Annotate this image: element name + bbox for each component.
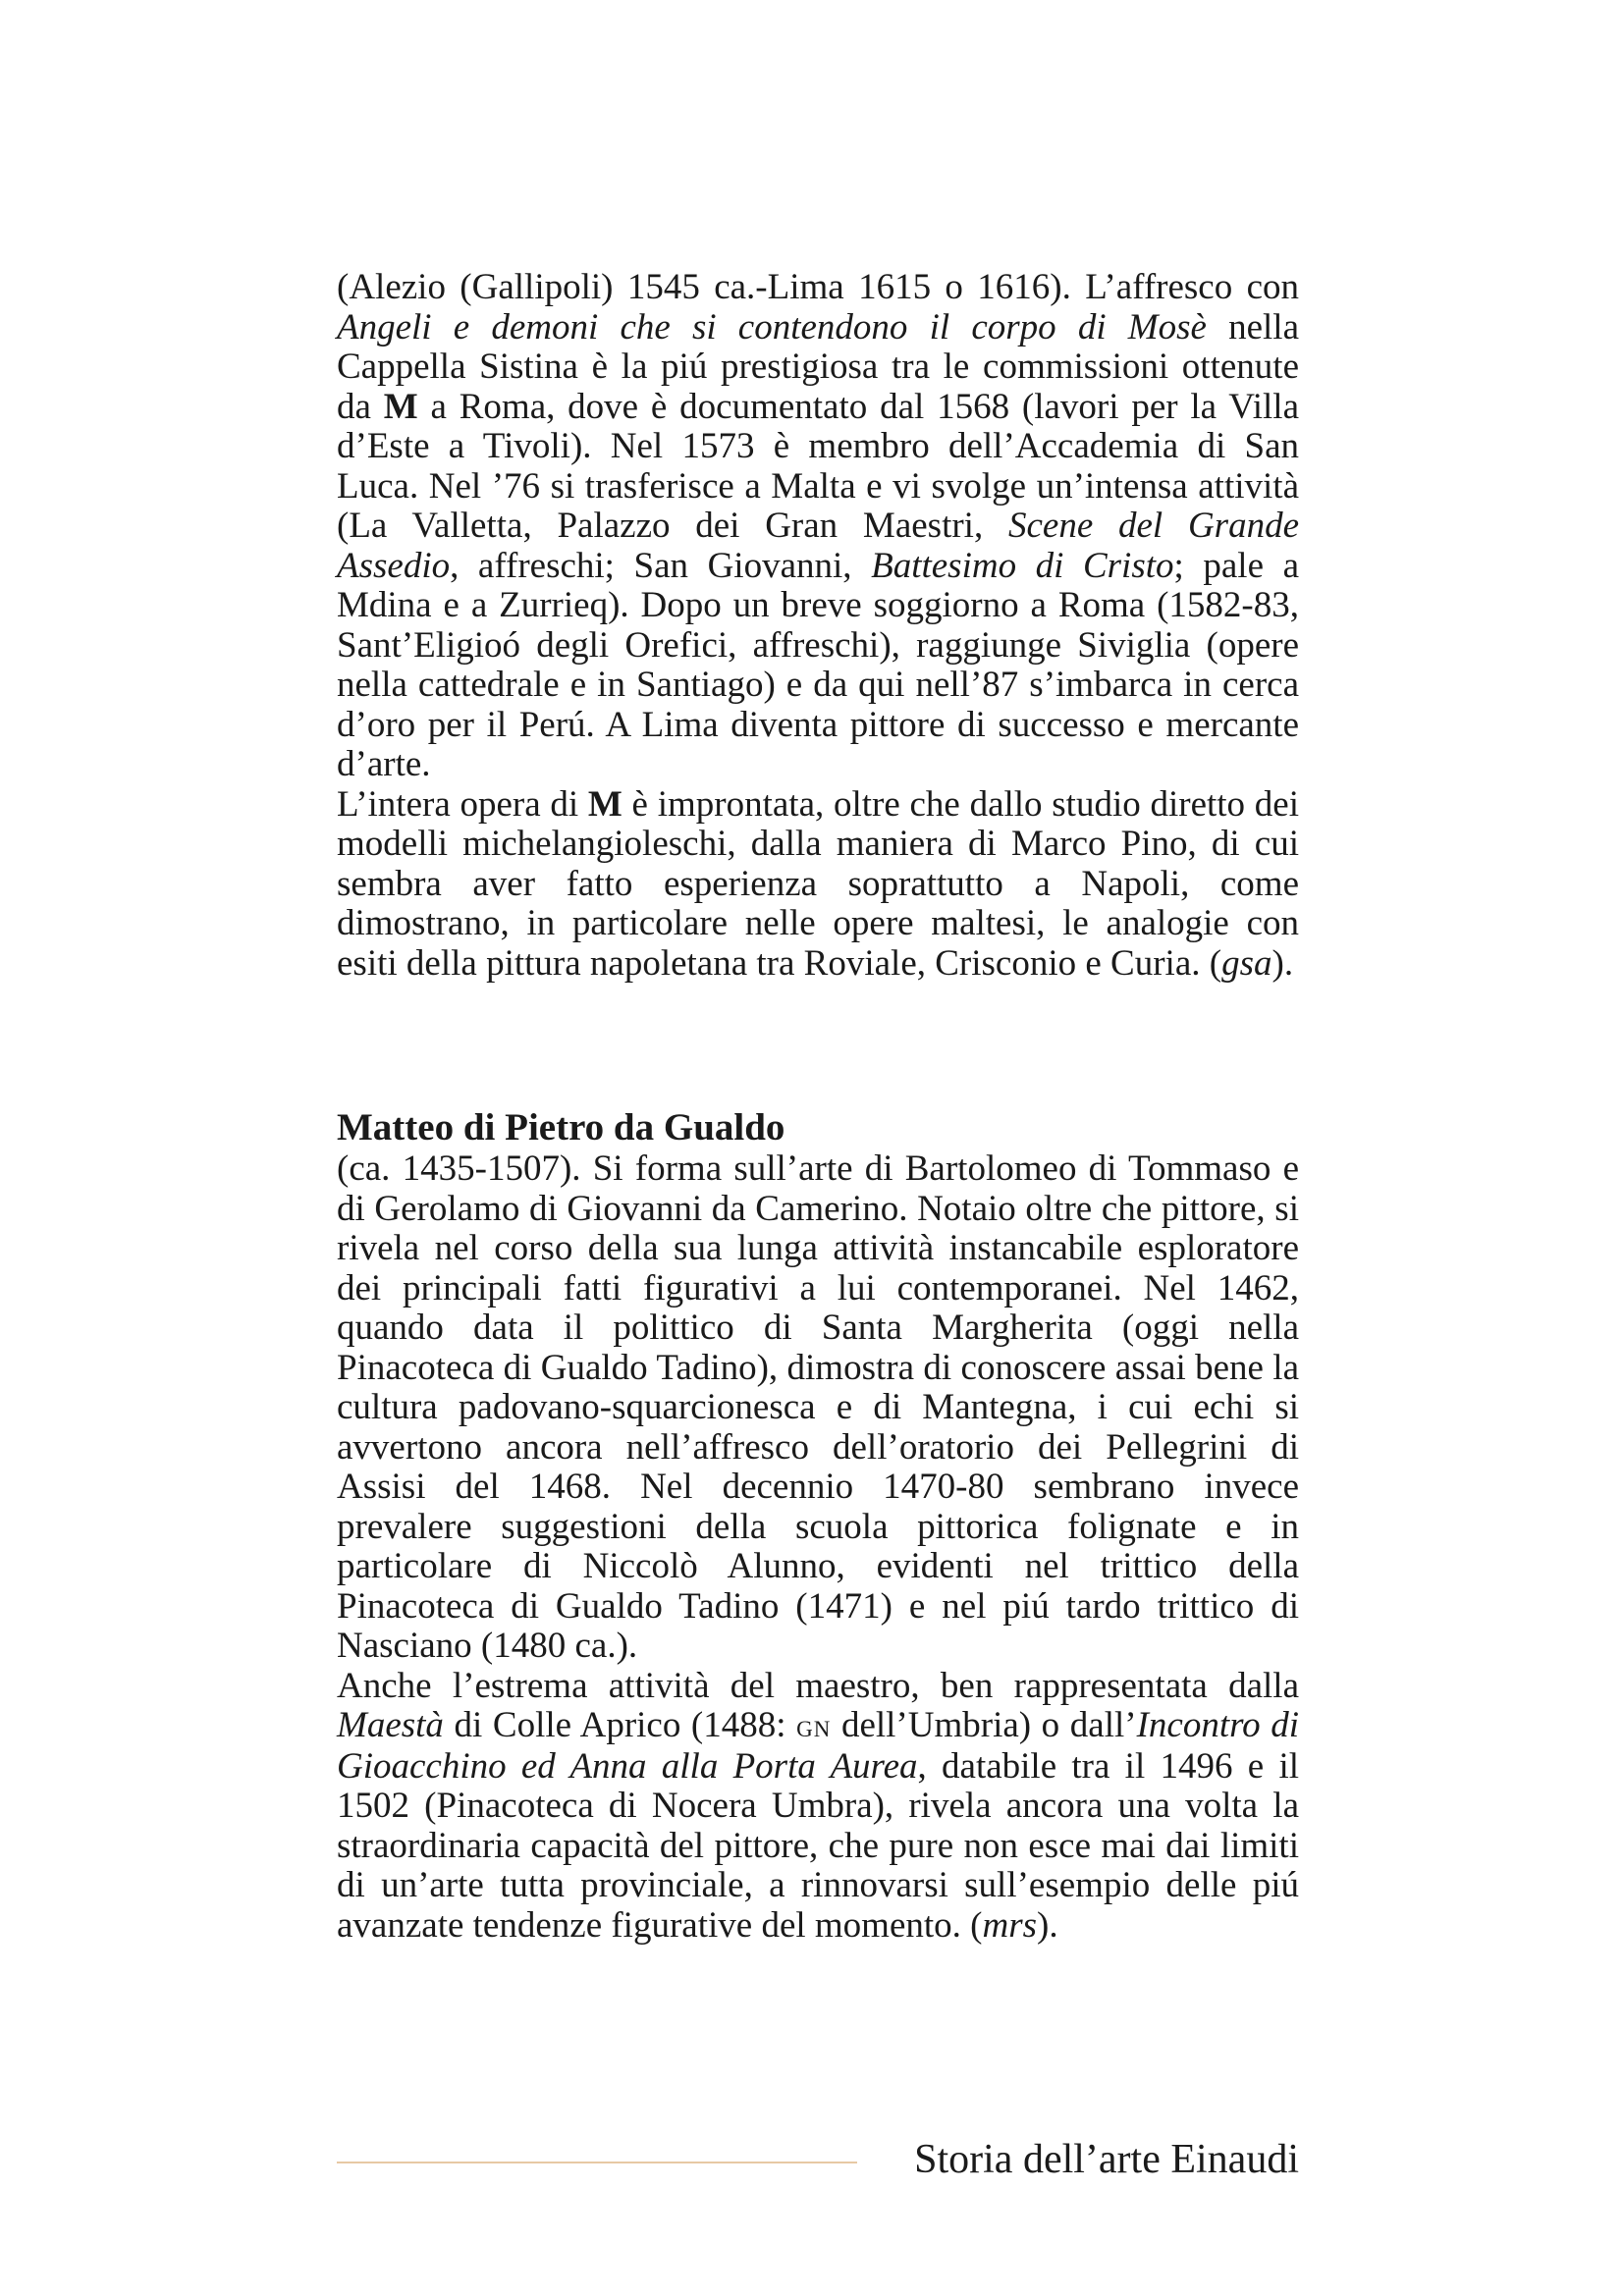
text-run: Incontro di Gioacchino ed Anna alla Porta Aurea xyxy=(337,1705,1299,1787)
text-run: , databile tra il 1496 e il 1502 (Pinacoteca di Nocera Umbra), rivela ancora una volta la straordinaria capacità del pittore, che pure non esce mai dai limiti di un’arte tutta provinciale, a rinnovarsi sull’esempio delle piú avanzate tendenze figurative del momento. ( xyxy=(337,1745,1300,1946)
text-run: L’intera opera di xyxy=(337,783,588,825)
text-run: Anche l’estrema attività del maestro, ben rappresentata dalla xyxy=(337,1665,1299,1706)
text-run: (ca. 1435-1507). Si forma sull’arte di Bartolomeo di Tommaso e di Gerolamo di Giovanni da Camerino. Notaio oltre che pittore, si rivela nel corso della sua lunga attività instancabile esploratore dei principali fatti figurativi a lui contemporanei. Nel 1462, quando data il polittico di Santa Margherita (oggi nella Pinacoteca di Gualdo Tadino), dimostra di conoscere assai bene la cultura padovano-squarcionesca e di Mantegna, i cui echi si avvertono ancora nell’affresco dell’oratorio dei Pellegrini di Assisi del 1468. Nel decennio 1470-80 sembrano invece prevalere suggestioni della scuola pittorica folignate e in particolare di Niccolò Alunno, evidenti nel trittico della Pinacoteca di Gualdo Tadino (1471) e nel piú tardo trittico di Nasciano (1480 ca.). xyxy=(337,1148,1299,1666)
entry-heading: Matteo di Pietro da Gualdo xyxy=(337,1106,785,1148)
entry-continued xyxy=(337,268,1299,984)
text-run: di Colle Aprico (1488: xyxy=(443,1705,797,1745)
text-run: Battesimo di Cristo xyxy=(871,545,1174,586)
footer-title: Storia dell’arte Einaudi xyxy=(914,2137,1299,2182)
text-run: Scene del Grande Assedio xyxy=(337,506,1299,586)
text-run: a Roma, dove è documentato dal 1568 (lavori per la Villa d’Este a Tivoli). Nel 1573 è membro dell’Accademia di San Luca. Nel ’76 si trasferisce a Malta e vi svolge un’intensa attività (La Valletta, Palazzo dei Gran Maestri, xyxy=(337,386,1299,546)
text-run: M xyxy=(587,783,622,825)
entry-continued-paragraph-2 xyxy=(337,785,1299,985)
text-run: è improntata, oltre che dallo studio diretto dei modelli michelangioleschi, dalla maniera di Marco Pino, di cui sembra aver fatto esperienza soprattutto a Napoli, come dimostrano, in particolare nelle opere maltesi, le analogie con esiti della pittura napoletana tra Roviale, Crisconio e Curia. ( xyxy=(337,783,1299,984)
text-run: ; pale a Mdina e a Zurrieq). Dopo un breve soggiorno a Roma (1582-83, Sant’Eligioó degli Orefici, affreschi), raggiunge Siviglia (opere nella cattedrale e in Santiago) e da qui nell’87 s’imbarca in cerca d’oro per il Perú. A Lima diventa pittore di successo e mercante d’arte. xyxy=(337,545,1299,784)
text-run: Maestà xyxy=(337,1705,444,1745)
text-run: Angeli e demoni che si contendono il corpo di Mosè xyxy=(337,306,1207,347)
text-run: dell’Umbria) o dall’ xyxy=(831,1705,1137,1745)
entry-paragraph-1 xyxy=(337,1149,1299,1667)
entry-continued-paragraph-1 xyxy=(337,268,1299,785)
text-run: , affreschi; San Giovanni, xyxy=(450,545,872,586)
entry-matteo-di-pietro xyxy=(337,1106,1299,1946)
text-run: (Alezio (Gallipoli) 1545 ca.-Lima 1615 o 1616). L’affresco con xyxy=(337,267,1299,307)
text-run: ). xyxy=(1037,1904,1058,1946)
text-run: M xyxy=(383,386,418,427)
text-run: gsa xyxy=(1221,942,1272,984)
text-run: mrs xyxy=(982,1904,1038,1946)
footer-rule xyxy=(337,2162,857,2163)
text-run: ). xyxy=(1271,942,1294,984)
entry-paragraph-2 xyxy=(337,1667,1299,1947)
text-run: gn xyxy=(796,1709,832,1744)
text-run: nella Cappella Sistina è la piú prestigiosa tra le commissioni ottenute da xyxy=(337,306,1299,427)
